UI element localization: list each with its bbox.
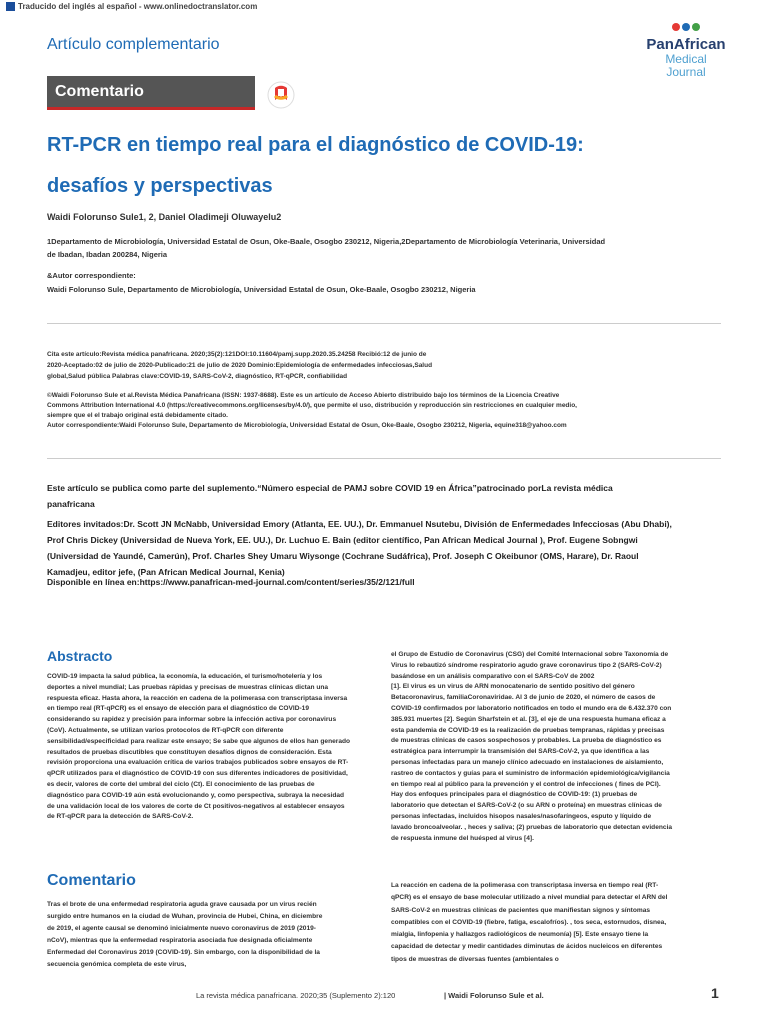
editors-line4: Kamadjeu, editor jefe, (Pan African Medical Journal, Kenia) [47,567,285,577]
affiliation-line1: 1Departamento de Microbiología, Universidad Estatal de Osun, Oke-Baale, Osogbo 230212, Nigeria,2Departamento de Microbiología Veterinaria, Universidad [47,237,606,246]
footer-author: | Waidi Folorunso Sule et al. [444,991,544,1000]
commentary-line: surgido entre humanos en la ciudad de Wuhan, provincia de Hubei, China, en diciembre [47,913,323,920]
translator-banner[interactable] [6,2,257,11]
authors: Waidi Folorunso Sule1, 2, Daniel Oladimeji Oluwayelu2 [47,212,282,222]
article-title-line1: RT-PCR en tiempo real para el diagnóstico de COVID-19: [47,134,584,156]
right-column-body-2 [391,880,726,966]
commentary-line: secuencia genómica completa de este virus, [47,961,187,968]
right-column-body [391,650,726,844]
body-line: personas infectadas, incluidos hisopos nasales/nasofaríngeos, esputo y líquido de [391,812,652,820]
abstract-line: es decir, valores de corte del umbral del ciclo (Ct). El conocimiento de las pruebas de [47,780,315,788]
body-line: esta pandemia de COVID-19 es la realización de pruebas tempranas, rápidas y precisas [391,726,665,734]
body-line: compatibles con el COVID-19 (fiebre, fatiga, escalofríos). , tos seca, estornudos, disnea, [391,918,667,926]
translator-icon [6,2,15,11]
commentary-body [47,899,377,971]
body-line: COVID-19 confirmados por laboratorio notificados en todo el mundo era de 6.432.370 con [391,704,672,712]
corresponding-text: Waidi Folorunso Sule, Departamento de Microbiología, Universidad Estatal de Osun, Oke-Baale, Osogbo 230212, Nigeria [47,285,476,294]
body-line: qPCR) es el ensayo de base molecular utilizado a nivel mundial para detectar el ARN del [391,894,668,902]
body-line: de respuesta inmune del huésped al virus [4]. [391,834,534,842]
body-line: [1]. El virus es un virus de ARN monocatenario de sentido positivo del género [391,683,635,691]
body-line: Betacoronavirus, familiaCoronaviridae. Al 3 de junio de 2020, el número de casos de [391,694,656,702]
license-line4: Autor correspondiente:Waidi Folorunso Sule, Departamento de Microbiología, Universidad Estatal de Osun, Oke-Baale, Osogbo 230212, Nigeria, equine318@yahoo.com [47,422,567,429]
crossmark-icon[interactable] [266,80,296,110]
abstract-line: qPCR utilizados para el diagnóstico de COVID-19 con sus diferentes indicadores de positividad, [47,770,348,778]
body-line: Virus lo rebautizó síndrome respiratorio agudo grave coronavirus tipo 2 (SARS-CoV-2) [391,661,662,669]
body-line: rastreo de contactos y guías para el suministro de información epidemiológica/vigilancia [391,769,670,777]
body-line: mialgia, linfopenia y hallazgos radiológicos de neumonía) [5]. Este ensayo tiene la [391,931,649,939]
editors-line1: Editores invitados:Dr. Scott JN McNabb, Universidad Emory (Atlanta, EE. UU.), Dr. Emmanuel Nsutebu, División de Enfermedades Infecciosas (Abu Dhabi), [47,519,672,529]
logo-line3: Journal [666,65,706,79]
page-number: 1 [711,985,719,1001]
citation-line2: 2020-Aceptado:02 de julio de 2020-Publicado:21 de julio de 2020 Dominio:Epidemiología de enfermedades infecciosas,Salud [47,362,433,369]
citation-line3: global,Salud pública Palabras clave:COVID-19, SARS-CoV-2, diagnóstico, RT-qPCR, confiabilidad [47,373,348,380]
commentary-heading: Comentario [47,872,136,889]
commentary-line: nCoV), mientras que la enfermedad respiratoria asociada fue designada oficialmente [47,937,313,944]
translator-text: Traducido del inglés al español - www.onlinedoctranslator.com [18,2,258,11]
body-line: laboratorio que detectan el SARS-CoV-2 (o su ARN o proteína) en muestras clínicas de [391,802,662,810]
abstract-line: sensibilidad/especificidad para realizar este ensayo; Se sabe que algunos de ellos han generado [47,737,351,745]
body-line: Hay dos enfoques principales para el diagnóstico de COVID-19: (1) pruebas de [391,791,638,799]
abstract-line: de RT-qPCR para la detección de SARS-CoV-2. [47,813,194,821]
corresponding-label: &Autor correspondiente: [47,271,136,280]
abstract-line: de una validación local de los valores de corte de Ct positivos-negativos al establecer ensayos [47,802,345,810]
journal-logo [638,20,734,79]
abstract-body [47,672,377,823]
body-line: SARS-CoV-2 en muestras clínicas de pacientes que manifiestan signos y síntomas [391,906,651,914]
footer-journal: La revista médica panafricana. 2020;35 (Suplemento 2):120 [196,991,396,1000]
body-line: el Grupo de Estudio de Coronavirus (CSG) del Comité Internacional sobre Taxonomía de [391,651,669,658]
logo-icon [638,20,734,34]
commentary-line: de 2019, el agente causal se denominó inicialmente nuevo coronavirus de 2019 (2019- [47,925,316,932]
license-line2: Commons Attribution International 4.0 (https://creativecommons.org/licenses/by/4.0/), que permite el uso, distribución y reproducción sin restricciones en cualquier medio, [47,402,577,409]
license-line3: siempre que el el trabajo original está debidamente citado. [47,412,228,419]
article-title-line2: desafíos y perspectivas [47,175,273,197]
commentary-line: Enfermedad del Coronavirus 2019 (COVID-19). Sin embargo, con la disponibilidad de la [47,949,320,956]
commentary-line: Tras el brote de una enfermedad respiratoria aguda grave causada por un virus recién [47,901,317,908]
divider [47,323,721,324]
body-line: personas infectadas para un manejo clínico adecuado en instalaciones de aislamiento, [391,758,664,766]
editors-line2: Prof Chris Dickey (Universidad de Nueva York, EE. UU.), Dr. Luchuo E. Bain (editor científico, Pan African Medical Journal ), Prof. Eugene Sobngwi [47,535,638,545]
divider [47,458,721,459]
logo-line1: PanAfrican [646,36,726,53]
abstract-line: considerando su rapidez y precisión para informar sobre la infección activa por coronavirus [47,716,337,724]
abstract-line: en tiempo real (RT-qPCR) es el ensayo de elección para el diagnóstico de COVID-19 [47,705,309,713]
logo-line2: Medical [665,52,707,66]
abstract-line: (CoV). Actualmente, se utilizan varios protocolos de RT-qPCR con diferente [47,726,284,734]
abstract-line: deportes a nivel mundial; Las pruebas rápidas y precisas de muestras clínicas dictan una [47,683,329,691]
article-type: Artículo complementario [47,36,220,53]
body-line: tipos de muestras de diversas fuentes (ambientales o [391,955,559,963]
abstract-line: diagnóstico para COVID-19 aún está evolucionando y, como perspectiva, subraya la necesidad [47,791,345,799]
supplement-line1: Este artículo se publica como parte del suplemento.“Número especial de PAMJ sobre COVID 19 en África”patrocinado porLa revista médica [47,483,613,493]
abstract-line: revisión proporciona una evaluación crítica de varios trabajos publicados sobre ensayos de RT- [47,759,349,767]
body-line: lavado broncoalveolar. , heces y saliva; (2) pruebas de laboratorio que detectan evidencia [391,823,673,831]
citation-line1: Cita este artículo:Revista médica panafricana. 2020;35(2):121DOI:10.11604/pamj.supp.2020.35.24258 Recibió:12 de junio de [47,351,427,358]
body-line: basándose en un análisis comparativo con el SARS-CoV de 2002 [391,672,595,680]
section-label: Comentario [47,76,255,110]
affiliation-line2: de Ibadan, Ibadan 200284, Nigeria [47,250,168,259]
abstract-line: respuesta eficaz. Hasta ahora, la reacción en cadena de la polimerasa con transcriptasa inversa [47,694,348,702]
abstract-line: COVID-19 impacta la salud pública, la economía, la educación, el turismo/hotelería y los [47,673,323,680]
body-line: La reacción en cadena de la polimerasa con transcriptasa inversa en tiempo real (RT- [391,882,659,889]
license-line1: ©Waidi Folorunso Sule et al.Revista Médica Panafricana (ISSN: 1937-8688). Este es un artículo de Acceso Abierto distribuido bajo los términos de la Licencia Creative [47,392,560,399]
body-line: capacidad de detectar y medir cantidades diminutas de ácidos nucleicos en diferentes [391,943,663,951]
editors-line3: (Universidad de Yaundé, Camerún), Prof. Charles Shey Umaru Wiysonge (Cochrane Sudáfrica), Prof. Joseph C Okeibunor (OMS, Harare), Dr. Raoul [47,551,639,561]
body-line: 385.931 muertes [2]. Según Sharfstein et al. [3], el eje de una respuesta humana eficaz a [391,715,666,723]
abstract-line: resultados de pruebas discutibles que constituyen desafíos dignos de consideración. Esta [47,748,332,756]
body-line: estratégica para interrumpir la transmisión del SARS-CoV-2, ya que identifica a las [391,748,650,756]
body-line: en tiempo real al público para la prevención y el control de infecciones ( fines de PCI). [391,780,661,788]
online-url[interactable]: Disponible en línea en:https://www.panafrican-med-journal.com/content/series/35/2/121/full [47,577,415,587]
supplement-line2: panafricana [47,499,95,509]
abstract-heading: Abstracto [47,648,113,664]
body-line: de muestras clínicas de casos sospechosos y probables. La prueba de diagnóstico es [391,737,662,745]
